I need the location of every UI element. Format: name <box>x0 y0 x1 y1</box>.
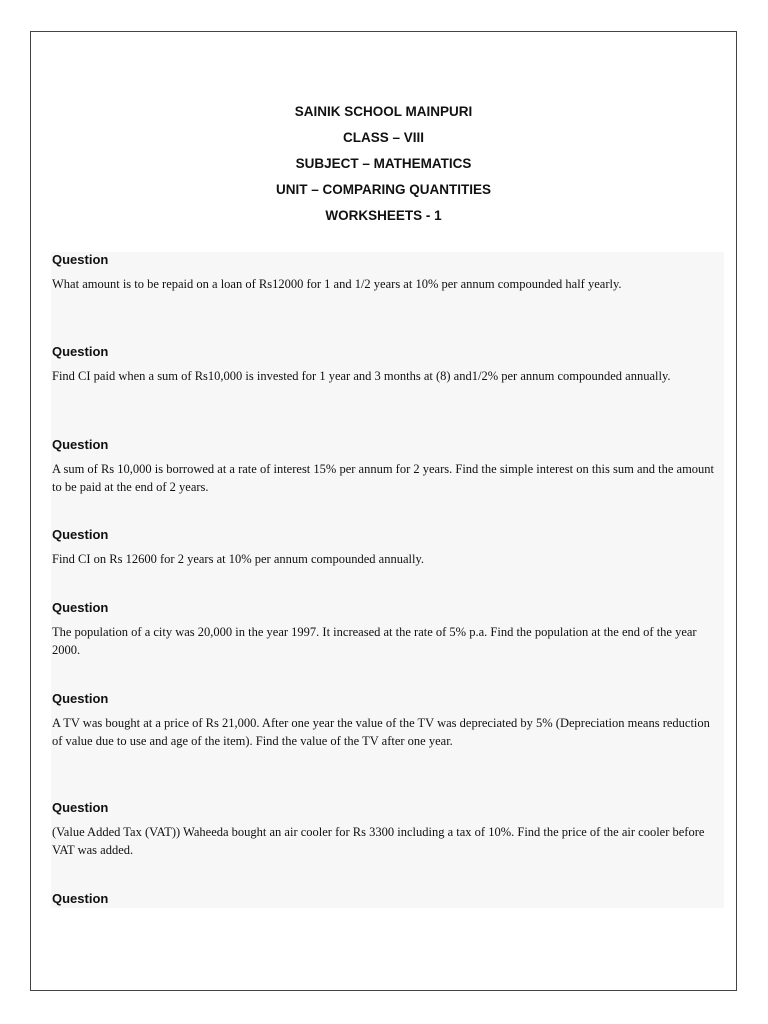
worksheet-page <box>30 31 737 991</box>
unit-label: UNIT – COMPARING QUANTITIES <box>275 182 491 197</box>
question-text: The population of a city was 20,000 in the year 1997. It increased at the rate of 5% p.a. Find the population at the end of the year 2000. <box>52 625 697 657</box>
question-heading: Question <box>52 691 109 706</box>
question-heading: Question <box>52 252 109 267</box>
question-item <box>51 437 724 496</box>
question-text: A TV was bought at a price of Rs 21,000. After one year the value of the TV was depreciated by 5% (Depreciation means reduction of value due to use and age of the item). Find the value of the TV after one year. <box>52 716 710 748</box>
question-item <box>51 800 724 859</box>
question-item <box>51 691 724 750</box>
question-text: (Value Added Tax (VAT)) Waheeda bought an air cooler for Rs 3300 including a tax of 10%. Find the price of the air cooler before VAT was added. <box>52 825 705 857</box>
question-text: Find CI on Rs 12600 for 2 years at 10% per annum compounded annually. <box>52 552 425 566</box>
question-heading: Question <box>52 344 109 359</box>
question-heading: Question <box>52 800 109 815</box>
question-item <box>51 252 724 294</box>
worksheet-header <box>31 99 736 229</box>
question-heading: Question <box>52 600 109 615</box>
question-list <box>51 252 724 908</box>
question-heading: Question <box>52 437 109 452</box>
question-item <box>51 344 724 386</box>
question-text: Find CI paid when a sum of Rs10,000 is invested for 1 year and 3 months at (8) and1/2% per annum compounded annually. <box>52 369 671 383</box>
question-heading: Question <box>52 891 109 906</box>
question-heading: Question <box>52 527 109 542</box>
question-item <box>51 527 724 569</box>
question-item <box>51 891 724 907</box>
question-item <box>51 600 724 659</box>
worksheet-label: WORKSHEETS - 1 <box>325 208 442 223</box>
subject-label: SUBJECT – MATHEMATICS <box>295 156 472 171</box>
class-label: CLASS – VIII <box>342 130 425 145</box>
question-text: A sum of Rs 10,000 is borrowed at a rate of interest 15% per annum for 2 years. Find the simple interest on this sum and the amount to be paid at the end of 2 years. <box>52 462 715 494</box>
question-text: What amount is to be repaid on a loan of Rs12000 for 1 and 1/2 years at 10% per annum compounded half yearly. <box>52 277 622 291</box>
school-name: SAINIK SCHOOL MAINPURI <box>294 104 473 119</box>
